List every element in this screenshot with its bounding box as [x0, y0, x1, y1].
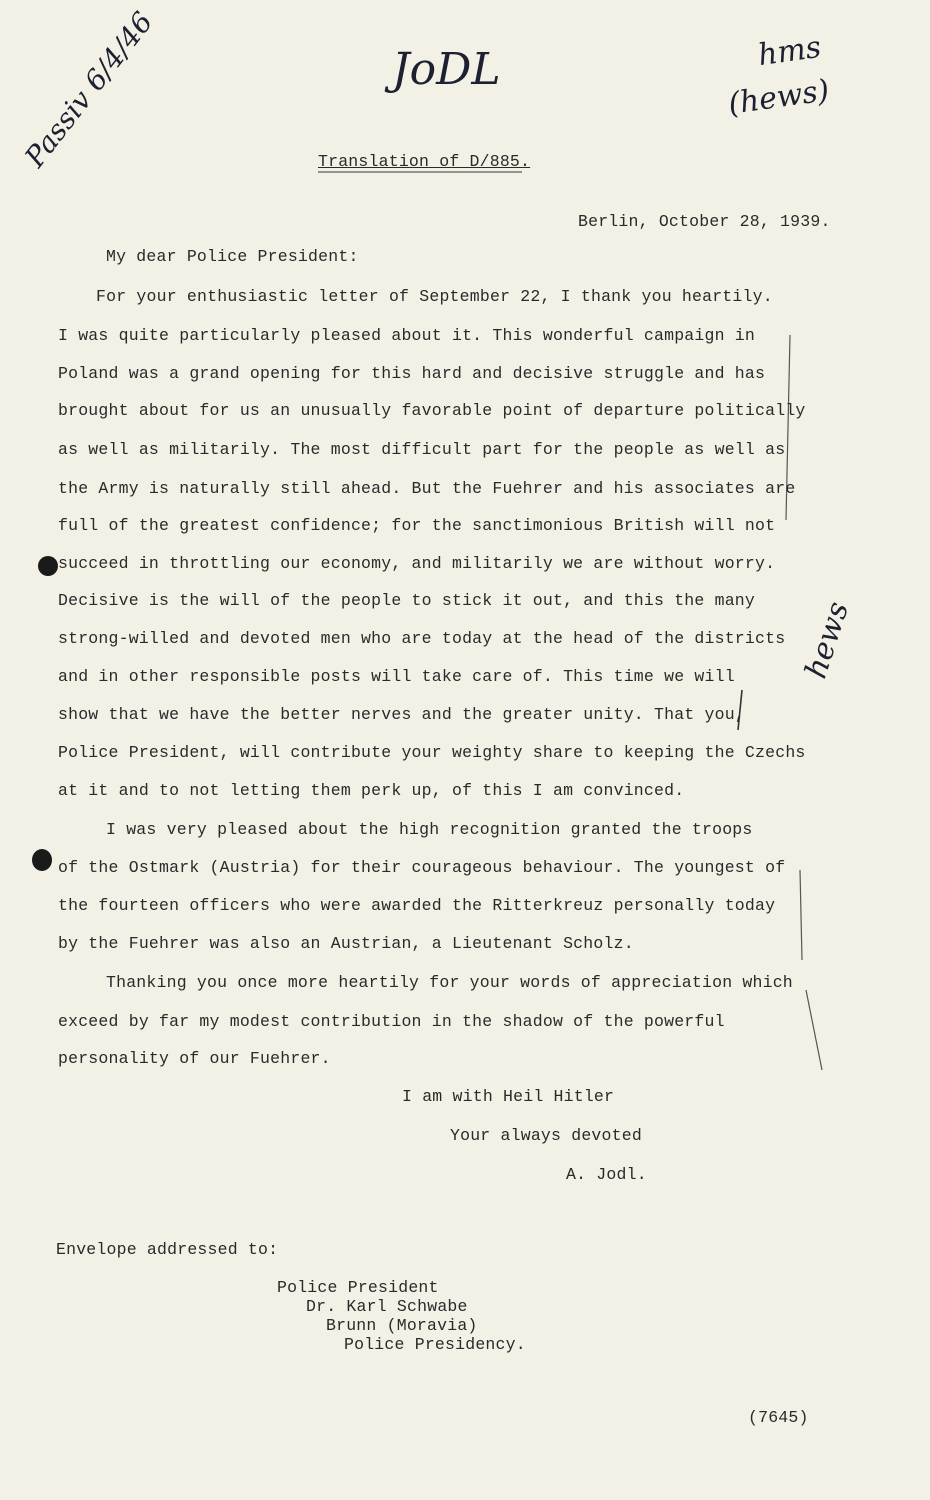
envelope-label: Envelope addressed to: [56, 1240, 279, 1259]
body-line: full of the greatest confidence; for the sanctimonious British will not [58, 516, 776, 535]
body-line: I was very pleased about the high recognition granted the troops [106, 820, 753, 839]
body-line: of the Ostmark (Austria) for their courageous behaviour. The youngest of [58, 858, 786, 877]
handwritten-jodl: JoDL [392, 44, 501, 95]
page-number: (7645) [748, 1408, 809, 1427]
body-line: Thanking you once more heartily for your words of appreciation which [106, 973, 793, 992]
body-line: the Army is naturally still ahead. But the Fuehrer and his associates are [58, 479, 796, 498]
address-line: Police Presidency. [344, 1335, 526, 1354]
body-line: For your enthusiastic letter of September 22, I thank you heartily. [96, 287, 773, 306]
handwritten-top-right-1: hms [755, 29, 824, 74]
address-line: Dr. Karl Schwabe [306, 1297, 468, 1316]
body-line: exceed by far my modest contribution in the shadow of the powerful [58, 1012, 725, 1031]
salutation: My dear Police President: [106, 247, 359, 266]
punch-hole-lower [32, 849, 52, 871]
body-line: I was quite particularly pleased about it. This wonderful campaign in [58, 326, 756, 345]
closing-line: Your always devoted [450, 1126, 642, 1145]
body-line: succeed in throttling our economy, and militarily we are without worry. [58, 554, 776, 573]
body-line: and in other responsible posts will take care of. This time we will [58, 667, 735, 686]
handwritten-side-note: hews [798, 597, 857, 683]
handwritten-top-right-2: (hews) [726, 73, 832, 122]
handwritten-date-note: Passiv 6/4/46 [18, 5, 160, 174]
address-line: Brunn (Moravia) [326, 1316, 478, 1335]
document-title: Translation of D/885. [318, 152, 531, 171]
body-line: personality of our Fuehrer. [58, 1049, 331, 1068]
closing-line: I am with Heil Hitler [402, 1087, 615, 1106]
body-line: at it and to not letting them perk up, of this I am convinced. [58, 781, 685, 800]
body-line: Decisive is the will of the people to stick it out, and this the many [58, 591, 756, 610]
body-line: strong-willed and devoted men who are today at the head of the districts [58, 629, 786, 648]
date-line: Berlin, October 28, 1939. [578, 212, 831, 231]
signature: A. Jodl. [566, 1165, 647, 1184]
body-line: the fourteen officers who were awarded the Ritterkreuz personally today [58, 896, 776, 915]
body-line: by the Fuehrer was also an Austrian, a Lieutenant Scholz. [58, 934, 634, 953]
body-line: show that we have the better nerves and the greater unity. That you, [58, 705, 745, 724]
address-line: Police President [277, 1278, 439, 1297]
body-line: Poland was a grand opening for this hard and decisive struggle and has [58, 364, 766, 383]
punch-hole-upper [38, 556, 58, 576]
body-line: brought about for us an unusually favorable point of departure politically [58, 401, 806, 420]
body-line: Police President, will contribute your weighty share to keeping the Czechs [58, 743, 806, 762]
body-line: as well as militarily. The most difficult part for the people as well as [58, 440, 786, 459]
margin-line-lower [800, 870, 822, 1070]
